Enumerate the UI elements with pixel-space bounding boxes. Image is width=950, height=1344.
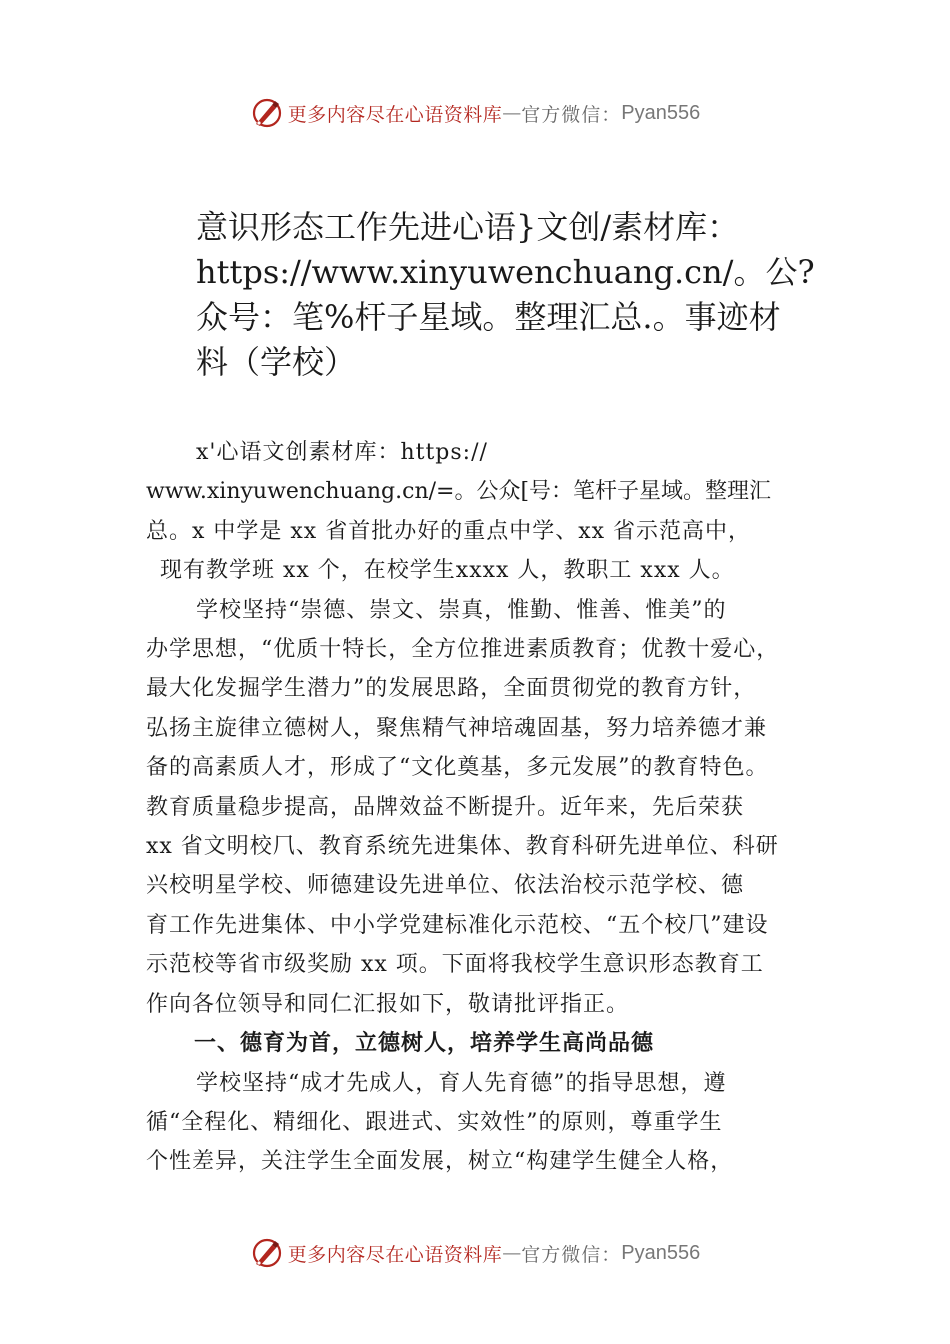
body-line: 作向各位领导和同仁汇报如下，敬请批评指正。: [146, 991, 630, 1017]
document-body: [146, 433, 836, 1182]
pen-logo-icon: [250, 96, 284, 130]
banner-slogan: 更多内容尽在心语资料库: [287, 103, 503, 126]
body-line: 循“全程化、精细化、跟进式、实效性”的原则，尊重学生: [146, 1109, 723, 1135]
section-heading: 一、德育为首，立德树人，培养学生高尚品德: [194, 1031, 655, 1057]
banner-wechat-id: Pyan556: [621, 1241, 701, 1264]
banner-dash: —: [502, 1242, 522, 1264]
title-line: 众号：笔%杆子星域。整理汇总.。事迹材: [196, 298, 781, 336]
banner-slogan: 更多内容尽在心语资料库: [287, 1243, 503, 1266]
banner-wechat-label: 官方微信：: [521, 1243, 622, 1266]
body-line: 办学思想，“优质十特长，全方位推进素质教育；优教十爱心，: [146, 637, 780, 663]
footer-watermark-banner: [0, 1233, 950, 1273]
body-line: 兴校明星学校、师德建设先进单位、依法治校示范学校、德: [146, 873, 745, 899]
banner-dash: —: [502, 102, 522, 124]
body-line: www.xinyuwenchuang.cn/=。公众[号：笔杆子星域。整理汇: [146, 479, 772, 505]
pen-logo-icon: [250, 1236, 284, 1270]
body-line: 现有教学班 xx 个，在校学生xxxx 人，教职工 xxx 人。: [160, 558, 735, 584]
body-line: 个性差异，关注学生全面发展，树立“构建学生健全人格，: [146, 1149, 734, 1175]
title-line: 意识形态工作先进心语}文创/素材库：: [196, 208, 740, 246]
title-line: 料（学校）: [196, 343, 357, 381]
body-line: x'心语文创素材库：https://: [196, 440, 488, 465]
body-line: 育工作先进集体、中小学党建标准化示范校、“五个校⺇”建设: [146, 912, 769, 938]
document-title: [196, 205, 846, 385]
body-line: xx 省文明校⺇、教育系统先进集体、教育科研先进单位、科研: [146, 834, 779, 860]
body-line: 备的高素质人才，形成了“文化奠基，多元发展”的教育特色。: [146, 755, 769, 781]
body-line: 学校坚持“崇德、崇文、崇真，惟勤、惟善、惟美”的: [196, 597, 727, 623]
header-watermark-banner: [0, 93, 950, 133]
body-line: 最大化发掘学生潜力”的发展思路，全面贯彻党的教育方针，: [146, 676, 757, 702]
body-line: 总。x 中学是 xx 省首批办好的重点中学、xx 省示范高中，: [146, 518, 752, 544]
body-line: 学校坚持“成才先成人，育人先育德”的指导思想，遵: [196, 1070, 727, 1096]
banner-wechat-label: 官方微信：: [521, 103, 622, 126]
body-line: 教育质量稳步提高，品牌效益不断提升。近年来，先后荣获: [146, 794, 745, 820]
body-line: 弘扬主旋律立德树人，聚焦精气神培魂固基，努力培养德才兼: [146, 715, 768, 741]
banner-wechat-id: Pyan556: [621, 101, 701, 124]
title-line: https://www.xinyuwenchuang.cn/。公?: [196, 253, 815, 291]
body-line: 示范校等省市级奖励 xx 项。下面将我校学生意识形态教育工: [146, 952, 764, 978]
